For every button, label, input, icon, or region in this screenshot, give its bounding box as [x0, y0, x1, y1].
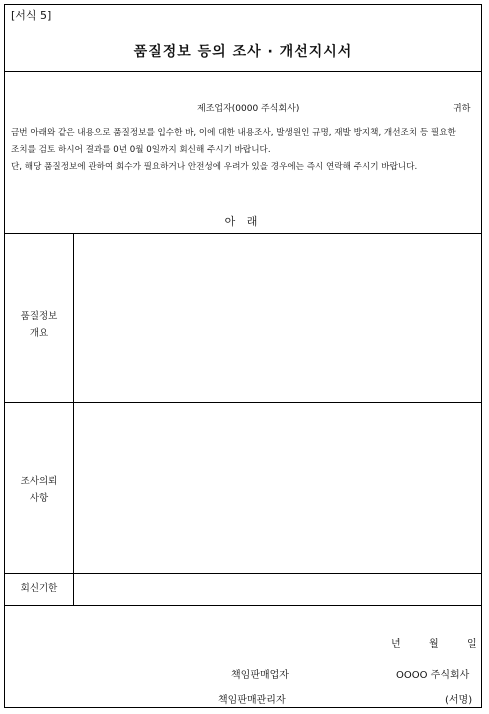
date-month: 월	[429, 639, 439, 650]
row-label-reply-deadline	[5, 580, 73, 597]
date-day: 일	[467, 639, 477, 650]
divider-table-top	[5, 233, 481, 234]
row-label-investigation-request	[5, 473, 73, 507]
recipient-honorific: 귀하	[453, 104, 471, 114]
row-label-line: 개요	[29, 328, 49, 339]
recipient: 제조업자(0000 주식회사)	[197, 104, 300, 114]
quality-info-directive-form	[4, 4, 482, 708]
divider-row-1	[5, 402, 481, 403]
manager-signature: (서명)	[445, 695, 473, 706]
form-title: 품질정보 등의 조사 · 개선지시서	[133, 44, 353, 60]
letter-paragraph-1: 금번 아래와 같은 내용으로 품질정보를 입수한 바, 이에 대한 내용조사, 발생원인 규명, 재발 방지책, 개선조치 등 필요한 조치를 검토 하시어 결과를 0년 0월 0일까지 회신해 주시기 바랍니다.	[11, 128, 456, 155]
seller-label: 책임판매업자	[231, 670, 289, 681]
row-label-line: 품질정보	[20, 311, 58, 322]
seller-value: OOOO 주식회사	[396, 670, 470, 681]
row-label-line: 조사의뢰	[20, 476, 58, 487]
reply-deadline-field[interactable]	[75, 575, 481, 604]
divider-table-bottom	[5, 605, 481, 606]
divider-header	[5, 71, 481, 72]
row-label-line: 회신기한	[20, 583, 58, 594]
below-heading: 아 래	[224, 215, 262, 228]
manager-label: 책임판매관리자	[218, 695, 286, 706]
form-number: [서식 5]	[11, 9, 52, 22]
row-label-line: 사항	[29, 493, 49, 504]
investigation-request-field[interactable]	[75, 404, 481, 572]
letter-body	[11, 125, 477, 176]
quality-overview-field[interactable]	[75, 235, 481, 401]
letter-paragraph-2: 단, 해당 품질정보에 관하여 회수가 필요하거나 안전성에 우려가 있을 경우에는 즉시 연락해 주시기 바랍니다.	[11, 162, 418, 172]
row-label-quality-overview	[5, 308, 73, 342]
divider-row-2	[5, 573, 481, 574]
table-column-divider	[73, 233, 74, 605]
date-year: 년	[391, 639, 401, 650]
